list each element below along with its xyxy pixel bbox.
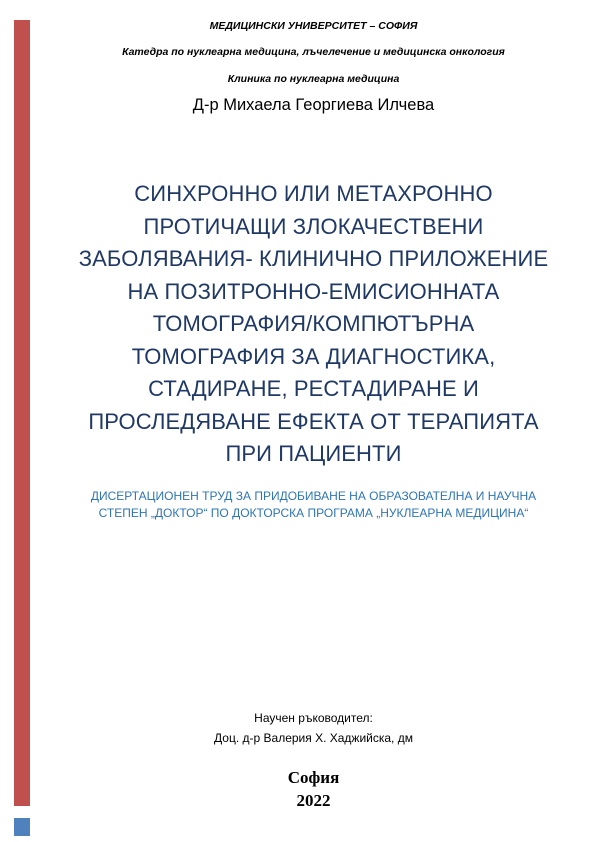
supervisor-name: Доц. д-р Валерия Х. Хаджийска, дм	[214, 731, 413, 745]
title-line: ПРОСЛЕДЯВАНЕ ЕФЕКТА ОТ ТЕРАПИЯТА	[88, 408, 539, 434]
title-line: ПРОТИЧАЩИ ЗЛОКАЧЕСТВЕНИ	[143, 213, 484, 239]
university-name: МЕДИЦИНСКИ УНИВЕРСИТЕТ – СОФИЯ	[209, 20, 418, 32]
title-line: ТОМОГРАФИЯ ЗА ДИАГНОСТИКА,	[131, 343, 496, 369]
dissertation-title	[60, 178, 567, 471]
title-line: ТОМОГРАФИЯ/КОМПЮТЪРНА	[152, 311, 475, 336]
author-name: Д-р Михаела Георгиева Илчева	[192, 96, 435, 114]
city: София	[287, 768, 340, 787]
left-accent-bar	[14, 20, 30, 806]
dissertation-subtitle	[30, 488, 597, 522]
department-name: Катедра по нуклеарна медицина, лъчелечение и медицинска онкология	[122, 46, 505, 58]
title-line: СИНХРОННО ИЛИ МЕТАХРОННО	[134, 181, 493, 206]
title-line: ПРИ ПАЦИЕНТИ	[225, 441, 402, 466]
corner-accent-block	[14, 818, 30, 836]
subtitle-line: СТЕПЕН „ДОКТОР“ ПО ДОКТОРСКА ПРОГРАМА „НУКЛЕАРНА МЕДИЦИНА“	[98, 506, 529, 520]
subtitle-line: ДИСЕРТАЦИОНЕН ТРУД ЗА ПРИДОБИВАНЕ НА ОБРАЗОВАТЕЛНА И НАУЧНА	[90, 489, 537, 503]
year: 2022	[296, 791, 331, 810]
title-line: СТАДИРАНЕ, РЕСТАДИРАНЕ И	[148, 376, 479, 401]
title-line: НА ПОЗИТРОННО-ЕМИСИОННАТА	[127, 278, 500, 304]
title-line: ЗАБОЛЯВАНИЯ- КЛИНИЧНО ПРИЛОЖЕНИЕ	[78, 246, 549, 271]
supervisor-label: Научен ръководител:	[254, 711, 373, 725]
clinic-name: Клиника по нуклеарна медицина	[227, 73, 400, 85]
